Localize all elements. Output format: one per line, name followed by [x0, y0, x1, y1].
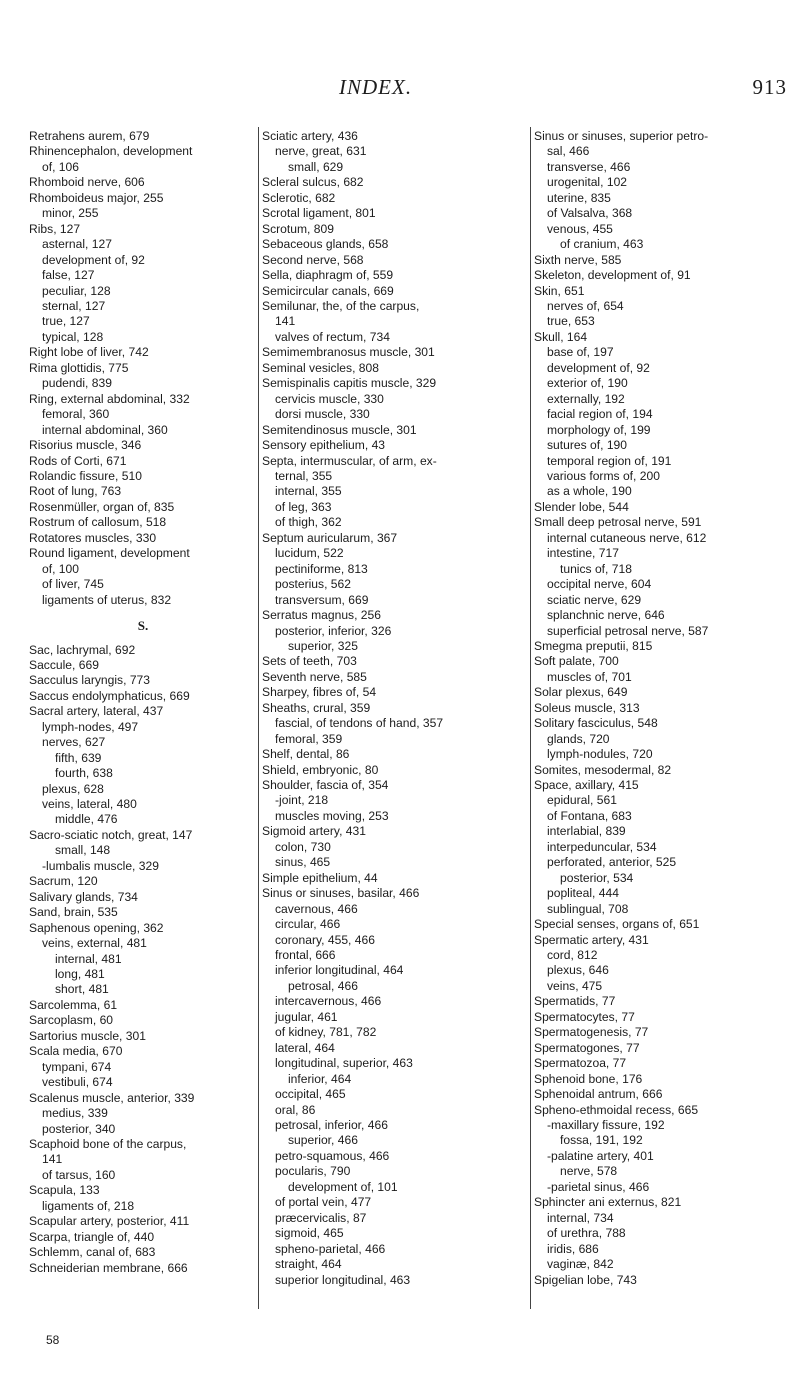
index-entry: long, 481 [55, 967, 105, 982]
index-entry: Sensory epithelium, 43 [262, 438, 386, 453]
index-entry: Scapular artery, posterior, 411 [29, 1214, 190, 1229]
index-entry: veins, 475 [547, 978, 603, 993]
index-entry: longitudinal, superior, 463 [275, 1056, 413, 1071]
index-entry: Scaphoid bone of the carpus, [29, 1137, 187, 1151]
column-divider [258, 127, 259, 1309]
index-entry: Septa, intermuscular, of arm, ex- [262, 453, 437, 468]
index-entry: Saccule, 669 [29, 657, 99, 672]
index-entry: Shoulder, fascia of, 354 [262, 778, 389, 793]
index-entry: valves of rectum, 734 [275, 329, 390, 344]
index-entry: Rods of Corti, 671 [29, 453, 127, 468]
index-entry: internal cutaneous nerve, 612 [547, 530, 707, 545]
index-entry: facial region of, 194 [547, 407, 653, 422]
index-entry: Scrotum, 809 [262, 221, 334, 236]
column-divider [530, 127, 531, 1309]
index-entry: Semimembranosus muscle, 301 [262, 345, 435, 360]
index-entry: transversum, 669 [275, 592, 369, 607]
index-entry: Sacro-sciatic notch, great, 147 [29, 827, 193, 842]
index-entry: Somites, mesodermal, 82 [534, 762, 672, 777]
index-entry: posterior, inferior, 326 [275, 623, 392, 638]
index-entry: muscles moving, 253 [275, 808, 389, 823]
signature-mark: 58 [46, 1333, 60, 1347]
index-entry: medius, 339 [42, 1106, 108, 1121]
index-entry: Smegma preputii, 815 [534, 638, 653, 653]
index-entry: sublingual, 708 [547, 901, 629, 916]
index-entry: Serratus magnus, 256 [262, 608, 381, 623]
page-header [0, 75, 801, 105]
index-entry: Small deep petrosal nerve, 591 [534, 515, 702, 530]
index-entry: Sacrum, 120 [29, 874, 98, 889]
index-entry: Spermatogones, 77 [534, 1040, 640, 1055]
index-entry: Sets of teeth, 703 [262, 654, 357, 669]
index-entry: Soft palate, 700 [534, 654, 619, 669]
index-entry: Solitary fasciculus, 548 [534, 716, 658, 731]
index-entry: of thigh, 362 [275, 515, 342, 530]
index-entry: Sphenoidal antrum, 666 [534, 1087, 663, 1102]
index-entry: jugular, 461 [275, 1009, 338, 1024]
page-title: INDEX. [339, 75, 413, 99]
index-entry: vaginæ, 842 [547, 1257, 614, 1272]
index-entry: Sand, brain, 535 [29, 905, 118, 920]
index-entry: Shelf, dental, 86 [262, 747, 350, 762]
index-entry: true, 127 [42, 314, 90, 329]
index-entry: externally, 192 [547, 391, 625, 406]
index-entry: Sphincter ani externus, 821 [534, 1195, 682, 1210]
index-entry: Sacral artery, lateral, 437 [29, 704, 164, 719]
index-entry: Slender lobe, 544 [534, 499, 629, 514]
index-entry: occipital, 465 [275, 1087, 346, 1102]
index-entry: Spermatids, 77 [534, 994, 616, 1009]
index-entry: Shield, embryonic, 80 [262, 762, 379, 777]
index-entry: glands, 720 [547, 731, 610, 746]
index-entry: colon, 730 [275, 839, 331, 854]
index-entry: Retrahens aurem, 679 [29, 129, 150, 143]
index-entry: pudendi, 839 [42, 376, 112, 391]
index-entry: Rostrum of callosum, 518 [29, 515, 167, 530]
index-entry: Scleral sulcus, 682 [262, 175, 364, 190]
index-entry: veins, external, 481 [42, 936, 147, 951]
page-number: 913 [752, 75, 787, 99]
index-entry: intestine, 717 [547, 546, 619, 561]
index-entry: of, 106 [42, 159, 79, 174]
index-entry: vestibuli, 674 [42, 1075, 113, 1090]
index-entry: 141 [42, 1152, 63, 1167]
index-entry: of liver, 745 [42, 577, 104, 592]
index-entry: epidural, 561 [547, 793, 617, 808]
index-entry: ternal, 355 [275, 468, 333, 483]
index-column-1 [29, 129, 257, 1276]
index-entry: veins, lateral, 480 [42, 797, 137, 812]
index-entry: internal, 355 [275, 484, 342, 499]
index-entry: asternal, 127 [42, 237, 112, 252]
index-entry: iridis, 686 [547, 1241, 599, 1256]
index-entry: false, 127 [42, 268, 95, 283]
index-entry: superficial petrosal nerve, 587 [547, 623, 709, 638]
index-entry: nerve, great, 631 [275, 144, 367, 159]
index-entry: sinus, 465 [275, 855, 331, 870]
index-entry: popliteal, 444 [547, 886, 619, 901]
index-entry: plexus, 646 [547, 963, 609, 978]
index-entry: Spheno-ethmoidal recess, 665 [534, 1102, 699, 1117]
index-entry: small, 148 [55, 843, 111, 858]
index-column-2 [262, 129, 528, 1288]
index-entry: fifth, 639 [55, 750, 102, 765]
index-entry: Spermatogenesis, 77 [534, 1025, 649, 1040]
index-entry: posterior, 534 [560, 870, 634, 885]
index-entry: Sella, diaphragm of, 559 [262, 268, 394, 283]
index-entry: short, 481 [55, 982, 109, 997]
index-entry: of cranium, 463 [560, 237, 644, 252]
index-entry: Soleus muscle, 313 [534, 700, 640, 715]
index-entry: various forms of, 200 [547, 468, 660, 483]
index-entry: Semitendinosus muscle, 301 [262, 422, 417, 437]
index-entry: Rotatores muscles, 330 [29, 530, 157, 545]
index-entry: pocularis, 790 [275, 1164, 351, 1179]
index-entry: lymph-nodules, 720 [547, 747, 653, 762]
index-entry: Scrotal ligament, 801 [262, 206, 376, 221]
index-entry: Saphenous opening, 362 [29, 920, 164, 935]
index-entry: Schlemm, canal of, 683 [29, 1245, 156, 1260]
index-entry: inferior longitudinal, 464 [275, 963, 404, 978]
index-entry: Sartorius muscle, 301 [29, 1028, 146, 1043]
index-entry: base of, 197 [547, 345, 614, 360]
index-entry: of, 100 [42, 561, 79, 576]
index-entry: lucidum, 522 [275, 546, 344, 561]
index-entry: of kidney, 781, 782 [275, 1025, 377, 1040]
index-entry: muscles of, 701 [547, 669, 632, 684]
index-entry: spheno-parietal, 466 [275, 1241, 386, 1256]
index-entry: exterior of, 190 [547, 376, 628, 391]
index-entry: pectiniforme, 813 [275, 561, 368, 576]
index-entry: Rolandic fissure, 510 [29, 468, 142, 483]
index-entry: -lumbalis muscle, 329 [42, 858, 159, 873]
index-entry: ligaments of uterus, 832 [42, 592, 172, 607]
index-entry: plexus, 628 [42, 781, 104, 796]
index-entry: Ring, external abdominal, 332 [29, 391, 190, 406]
index-entry: urogenital, 102 [547, 175, 628, 190]
index-entry: cervicis muscle, 330 [275, 391, 384, 406]
index-entry: superior, 325 [288, 638, 358, 653]
index-entry: Spermatozoa, 77 [534, 1056, 627, 1071]
index-entry: -joint, 218 [275, 793, 329, 808]
index-entry: Risorius muscle, 346 [29, 438, 142, 453]
index-entry: perforated, anterior, 525 [547, 855, 677, 870]
index-entry: Sac, lachrymal, 692 [29, 642, 136, 657]
index-entry: petrosal, 466 [288, 978, 358, 993]
index-entry: posterius, 562 [275, 577, 351, 592]
index-entry: Special senses, organs of, 651 [534, 917, 700, 932]
index-entry: Semicircular canals, 669 [262, 283, 394, 298]
index-entry: Ribs, 127 [29, 221, 81, 236]
index-entry: Sebaceous glands, 658 [262, 237, 389, 252]
index-entry: Sinus or sinuses, basilar, 466 [262, 886, 420, 901]
index-entry: Sciatic artery, 436 [262, 129, 358, 143]
index-entry: Sigmoid artery, 431 [262, 824, 366, 839]
index-entry: morphology of, 199 [547, 422, 651, 437]
index-entry: petrosal, inferior, 466 [275, 1118, 388, 1132]
index-entry: interpeduncular, 534 [547, 839, 657, 854]
index-entry: Sphenoid bone, 176 [534, 1071, 643, 1086]
index-entry: development of, 101 [288, 1179, 398, 1194]
index-entry: Right lobe of liver, 742 [29, 345, 149, 360]
index-entry: of Valsalva, 368 [547, 206, 633, 221]
index-entry: 141 [275, 314, 296, 329]
index-entry: Semilunar, the, of the carpus, [262, 298, 420, 313]
index-entry: typical, 128 [42, 329, 104, 344]
index-entry: minor, 255 [42, 206, 99, 221]
index-entry: Rosenmüller, organ of, 835 [29, 499, 175, 514]
index-column-3 [534, 129, 796, 1288]
index-entry: Semispinalis capitis muscle, 329 [262, 376, 437, 391]
index-entry: Solar plexus, 649 [534, 685, 628, 700]
index-entry: Scalenus muscle, anterior, 339 [29, 1090, 195, 1105]
index-entry: as a whole, 190 [547, 484, 632, 499]
index-entry: fossa, 191, 192 [560, 1133, 643, 1148]
index-entry: straight, 464 [275, 1257, 342, 1272]
index-entry: temporal region of, 191 [547, 453, 672, 468]
index-entry: sal, 466 [547, 144, 590, 159]
index-entry: Sacculus laryngis, 773 [29, 673, 151, 688]
section-letter: S. [137, 618, 149, 634]
index-entry: frontal, 666 [275, 948, 336, 963]
index-entry: fascial, of tendons of hand, 357 [275, 716, 444, 731]
index-entry: coronary, 455, 466 [275, 932, 375, 947]
index-entry: internal, 734 [547, 1210, 614, 1225]
index-entry: Round ligament, development [29, 546, 190, 561]
index-entry: Salivary glands, 734 [29, 889, 138, 904]
index-entry: Rhinencephalon, development [29, 144, 193, 159]
index-entry: of leg, 363 [275, 499, 332, 514]
index-entry: Spermatic artery, 431 [534, 932, 649, 947]
index-entry: Seventh nerve, 585 [262, 669, 367, 684]
index-entry: true, 653 [547, 314, 595, 329]
index-entry: Scarpa, triangle of, 440 [29, 1229, 155, 1244]
index-entry: ligaments of, 218 [42, 1198, 135, 1213]
index-entry: uterine, 835 [547, 190, 611, 205]
index-entry: femoral, 359 [275, 731, 343, 746]
index-entry: Skull, 164 [534, 329, 588, 344]
index-entry: Schneiderian membrane, 666 [29, 1260, 188, 1275]
index-entry: Scapula, 133 [29, 1183, 100, 1198]
index-entry: middle, 476 [55, 812, 118, 827]
index-entry: tunics of, 718 [560, 561, 632, 576]
index-entry: development of, 92 [547, 360, 650, 375]
index-entry: inferior, 464 [288, 1071, 352, 1086]
index-entry: Rima glottidis, 775 [29, 360, 129, 375]
index-entry: circular, 466 [275, 917, 341, 932]
index-entry: sutures of, 190 [547, 438, 628, 453]
index-entry: peculiar, 128 [42, 283, 111, 298]
index-entry: venous, 455 [547, 221, 613, 236]
index-entry: tympani, 674 [42, 1059, 112, 1074]
index-entry: interlabial, 839 [547, 824, 626, 839]
index-entry: Sharpey, fibres of, 54 [262, 685, 377, 700]
index-entry: sciatic nerve, 629 [547, 592, 642, 607]
index-entry: sigmoid, 465 [275, 1226, 344, 1241]
index-entry: occipital nerve, 604 [547, 577, 652, 592]
index-entry: Sixth nerve, 585 [534, 252, 622, 267]
index-entry: internal, 481 [55, 951, 122, 966]
index-entry: Scala media, 670 [29, 1044, 123, 1059]
index-entry: of tarsus, 160 [42, 1167, 116, 1182]
index-entry: femoral, 360 [42, 407, 110, 422]
index-entry: dorsi muscle, 330 [275, 407, 370, 422]
index-entry: Skin, 651 [534, 283, 585, 298]
index-entry: -palatine artery, 401 [547, 1148, 654, 1163]
index-entry: Spigelian lobe, 743 [534, 1272, 637, 1287]
index-entry: Saccus endolymphaticus, 669 [29, 688, 190, 703]
index-entry: petro-squamous, 466 [275, 1148, 390, 1163]
index-entry: nerves of, 654 [547, 298, 624, 313]
index-entry: of urethra, 788 [547, 1226, 626, 1241]
index-entry: posterior, 340 [42, 1121, 116, 1136]
index-entry: Septum auricularum, 367 [262, 530, 398, 545]
index-entry: Simple epithelium, 44 [262, 870, 378, 885]
index-entry: Second nerve, 568 [262, 252, 364, 267]
index-entry: -maxillary fissure, 192 [547, 1118, 665, 1132]
index-entry: Space, axillary, 415 [534, 778, 639, 793]
index-entry: small, 629 [288, 159, 344, 174]
index-entry: transverse, 466 [547, 159, 631, 174]
index-entry: Sarcoplasm, 60 [29, 1013, 114, 1028]
index-entry: superior, 466 [288, 1133, 358, 1148]
index-entry: Skeleton, development of, 91 [534, 268, 691, 283]
index-entry: præcervicalis, 87 [275, 1210, 367, 1225]
index-entry: development of, 92 [42, 252, 145, 267]
index-entry: Sheaths, crural, 359 [262, 700, 371, 715]
index-entry: sternal, 127 [42, 298, 106, 313]
index-entry: -parietal sinus, 466 [547, 1179, 650, 1194]
index-entry: Seminal vesicles, 808 [262, 360, 379, 375]
index-entry: cavernous, 466 [275, 901, 358, 916]
index-entry: Sarcolemma, 61 [29, 997, 118, 1012]
index-entry: Root of lung, 763 [29, 484, 122, 499]
index-entry: lateral, 464 [275, 1040, 335, 1055]
index-entry: nerve, 578 [560, 1164, 618, 1179]
index-entry: of Fontana, 683 [547, 808, 632, 823]
index-entry: Rhomboideus major, 255 [29, 190, 164, 205]
index-entry: Rhomboid nerve, 606 [29, 175, 145, 190]
index-entry: nerves, 627 [42, 735, 106, 750]
index-entry: of portal vein, 477 [275, 1195, 372, 1210]
index-entry: oral, 86 [275, 1102, 316, 1117]
index-entry: Sinus or sinuses, superior petro- [534, 129, 709, 143]
index-entry: splanchnic nerve, 646 [547, 608, 665, 623]
index-entry: cord, 812 [547, 948, 598, 963]
index-entry: fourth, 638 [55, 766, 113, 781]
index-entry: intercavernous, 466 [275, 994, 382, 1009]
index-entry: lymph-nodes, 497 [42, 719, 139, 734]
index-entry: superior longitudinal, 463 [275, 1272, 411, 1287]
index-entry: Spermatocytes, 77 [534, 1009, 635, 1024]
index-entry: Sclerotic, 682 [262, 190, 336, 205]
index-entry: internal abdominal, 360 [42, 422, 168, 437]
